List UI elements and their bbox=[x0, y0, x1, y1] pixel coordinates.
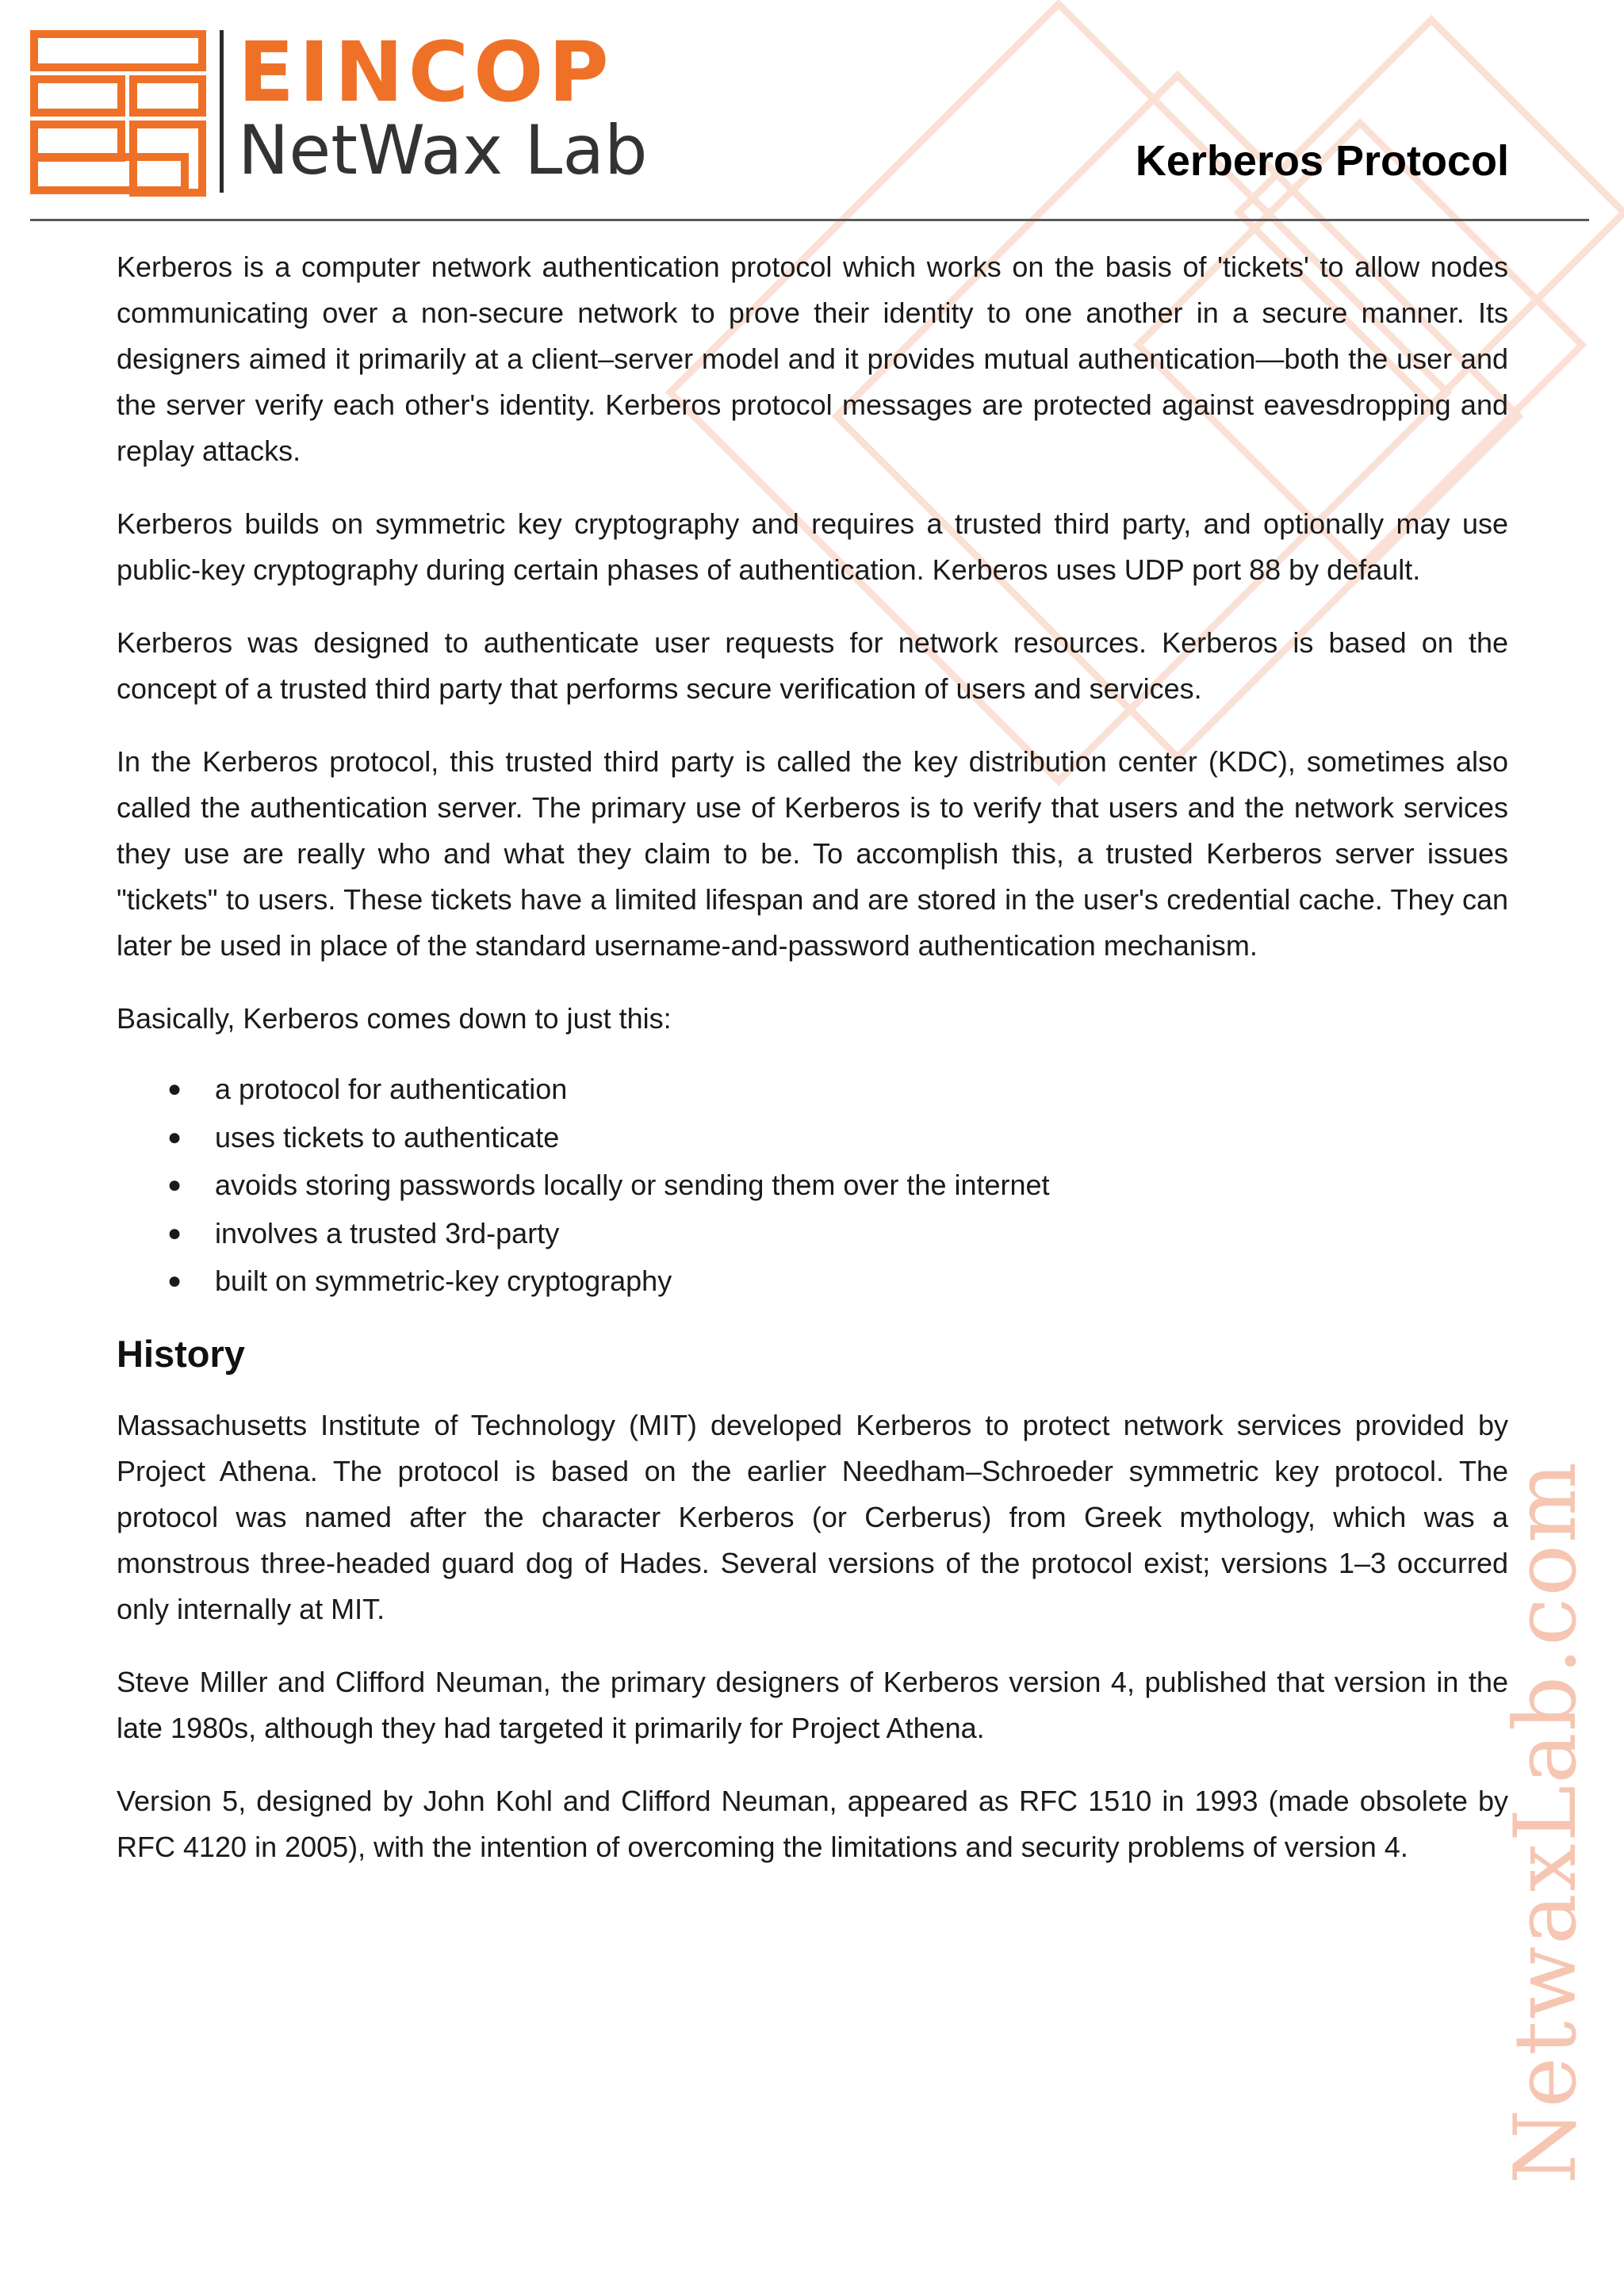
list-item-text: uses tickets to authenticate bbox=[215, 1120, 560, 1154]
document-body bbox=[117, 244, 1508, 1897]
list-item-text: avoids storing passwords locally or sending them over the internet bbox=[215, 1169, 1050, 1201]
logo-divider bbox=[220, 30, 224, 193]
document-title: Kerberos Protocol bbox=[1135, 137, 1509, 185]
list-item bbox=[117, 1114, 1508, 1162]
bullet-icon: ● bbox=[167, 1172, 182, 1198]
watermark-text: NetwaxLab.com bbox=[1496, 1460, 1595, 2184]
history-heading: History bbox=[117, 1332, 245, 1375]
bullet-icon: ● bbox=[167, 1123, 182, 1150]
list-item-text: a protocol for authentication bbox=[215, 1073, 568, 1105]
bullet-icon: ● bbox=[167, 1219, 182, 1246]
history-paragraph: Massachusetts Institute of Technology (MIT) developed Kerberos to protect network services provided by Project Athena. The protocol is based on the earlier Needham–Schroeder symmetric key protocol. The protocol was named after the character Kerberos (or Cerberus) from Greek mythology, which was a monstrous three-headed guard dog of Hades. Several versions of the protocol exist; versions 1–3 occurred only internally at MIT. bbox=[117, 1408, 1508, 1625]
intro-paragraph: Kerberos is a computer network authentication protocol which works on the basis of 'tickets' to allow nodes communicating over a non-secure network to prove their identity to one another in a secure manner. Its designers aimed it primarily at a client–server model and it provides mutual authentication—both the user and the server verify each other's identity. Kerberos protocol messages are protected against eavesdropping and replay attacks. bbox=[117, 251, 1508, 467]
bullet-icon: ● bbox=[167, 1076, 182, 1102]
list-item bbox=[117, 1210, 1508, 1258]
brand-subtitle: NetWax Lab bbox=[238, 111, 648, 190]
list-item-text: involves a trusted 3rd-party bbox=[215, 1216, 560, 1249]
bullet-icon: ● bbox=[167, 1268, 182, 1294]
list-item bbox=[117, 1161, 1508, 1210]
eincop-logo-icon bbox=[30, 30, 206, 197]
header-divider bbox=[30, 219, 1589, 221]
list-item-text: built on symmetric-key cryptography bbox=[215, 1265, 672, 1297]
list-item bbox=[117, 1066, 1508, 1114]
summary-list bbox=[117, 1066, 1508, 1306]
history-paragraph: Steve Miller and Clifford Neuman, the primary designers of Kerberos version 4, published that version in the late 1980s, although they had targeted it primarily for Project Athena. bbox=[117, 1665, 1508, 1744]
intro-paragraph: In the Kerberos protocol, this trusted third party is called the key distribution center (KDC), sometimes also called the authentication server. The primary use of Kerberos is to verify that users and the network services they use are really who and what they claim to be. To accomplish this, a trusted Kerberos server issues "tickets" to users. These tickets have a limited lifespan and are stored in the user's credential cache. They can later be used in place of the standard username-and-password authentication mechanism. bbox=[117, 745, 1508, 962]
brand-name: EINCOP bbox=[238, 24, 614, 121]
list-intro: Basically, Kerberos comes down to just this: bbox=[117, 1002, 672, 1035]
history-paragraph: Version 5, designed by John Kohl and Clifford Neuman, appeared as RFC 1510 in 1993 (made obsolete by RFC 4120 in 2005), with the intention of overcoming the limitations and security problems of version 4. bbox=[117, 1784, 1508, 1863]
intro-paragraph: Kerberos was designed to authenticate user requests for network resources. Kerberos is based on the concept of a trusted third party that performs secure verification of users and services. bbox=[117, 626, 1508, 705]
list-item bbox=[117, 1257, 1508, 1306]
intro-paragraph: Kerberos builds on symmetric key cryptography and requires a trusted third party, and optionally may use public-key cryptography during certain phases of authentication. Kerberos uses UDP port 88 by default. bbox=[117, 507, 1508, 586]
